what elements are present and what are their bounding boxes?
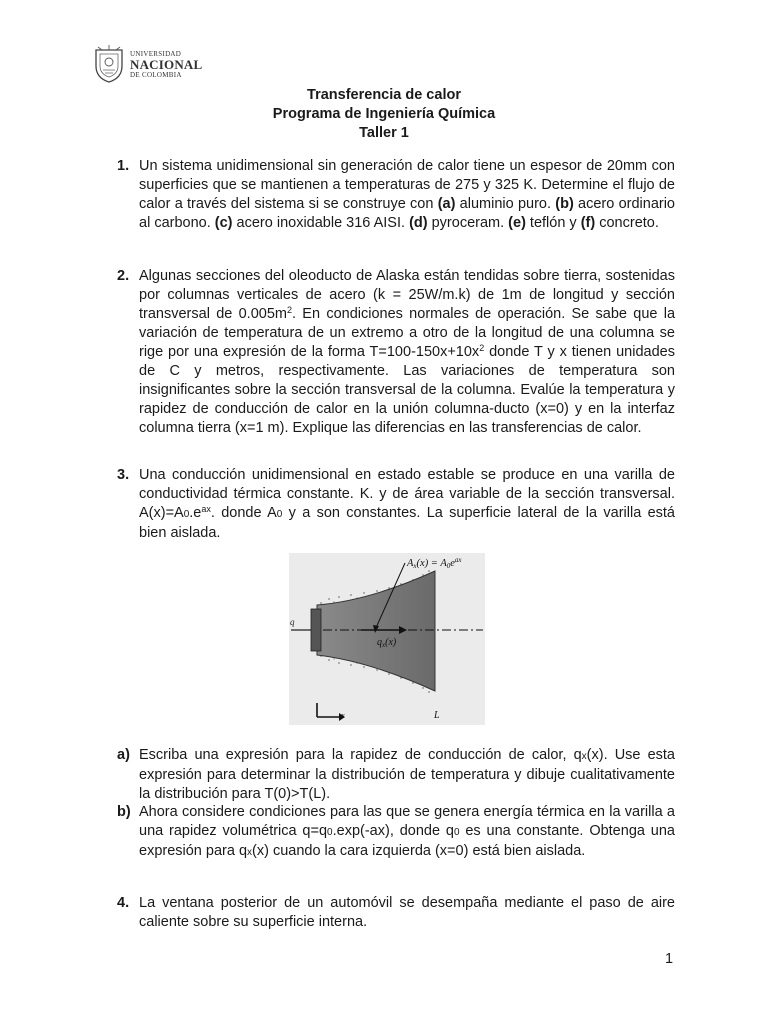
subpart-b bbox=[117, 803, 675, 862]
logo-line-2: NACIONAL bbox=[130, 56, 203, 72]
university-logo bbox=[92, 40, 204, 88]
problem-text bbox=[139, 466, 675, 543]
workshop-name: Taller 1 bbox=[359, 125, 409, 141]
text-run: .e bbox=[189, 505, 202, 521]
problem-2 bbox=[117, 267, 675, 438]
subpart-label: b) bbox=[117, 804, 131, 820]
option-label-a: (a) bbox=[437, 196, 456, 212]
logo-text bbox=[130, 50, 202, 79]
text-run: teflón y bbox=[525, 215, 581, 231]
logo-line-3: DE COLOMBIA bbox=[130, 70, 182, 79]
subscript: 0 bbox=[327, 827, 333, 838]
rod-left-face bbox=[311, 609, 321, 651]
subscript: 0 bbox=[453, 827, 460, 838]
text-run: Un sistema unidimensional sin generación de calor tiene un espesor de 20mm con superficies que se mantienen a temperaturas de 275 y 325 K. Determine el flujo de calor a través del sistema si se construye con bbox=[139, 158, 675, 212]
subscript: 0 bbox=[183, 509, 190, 520]
problem-number: 4. bbox=[117, 895, 130, 911]
superscript: 2 bbox=[286, 305, 292, 315]
problem-text bbox=[139, 267, 675, 438]
text-run: Una conducción unidimensional en estado estable se produce en una varilla de conductividad térmica constante. K. y de área variable de la sección transversal. A(x)=A bbox=[139, 467, 675, 521]
problem-1 bbox=[117, 157, 675, 233]
problem-number: 3. bbox=[117, 467, 130, 483]
problem-text bbox=[139, 157, 675, 233]
logo-line-1: UNIVERSIDAD bbox=[130, 49, 182, 58]
option-label-d: (d) bbox=[409, 215, 428, 231]
text-run: pyroceram. bbox=[427, 215, 509, 231]
subscript: 0 bbox=[276, 509, 283, 520]
area-label: $Ax(x) = A0e^{ax}$ bbox=[407, 556, 462, 570]
program-name: Programa de Ingeniería Química bbox=[272, 106, 496, 122]
problem-3 bbox=[117, 466, 675, 543]
text-run: Escriba una expresión para la rapidez de conducción de calor, q bbox=[139, 747, 582, 763]
option-label-c: (c) bbox=[214, 215, 233, 231]
text-run: aluminio puro. bbox=[455, 196, 556, 212]
university-seal-icon bbox=[92, 44, 126, 84]
subscript: x bbox=[247, 847, 253, 858]
text-run: (x) cuando la cara izquierda (x=0) está bien aislada. bbox=[252, 843, 586, 859]
option-label-b: (b) bbox=[555, 196, 574, 212]
text-run: donde T y x tienen unidades de C y metros, respectivamente. Las variaciones de temperatura son insignificantes sobre la sección transversal de la columna. Evalúe la temperatura y rapidez de conducción de calor en la unión columna-ducto (x=0) y en la interfaz columna tierra (x=1 m). Explique las diferencias en las transferencias de calor. bbox=[139, 344, 675, 436]
problem-4 bbox=[117, 894, 675, 932]
problem-text bbox=[139, 894, 675, 932]
document-title: Transferencia de calor bbox=[307, 87, 461, 103]
subpart-text bbox=[139, 803, 675, 862]
text-run: Algunas secciones del oleoducto de Alaska están tendidas sobre tierra, sostenidas por columnas verticales de acero (k = 25W/m.k) de 1m de longitud y sección transversal de 0.005m bbox=[139, 268, 675, 322]
document-heading bbox=[0, 86, 768, 143]
superscript: 2 bbox=[479, 343, 485, 353]
text-run: (x). Use esta expresión para determinar la distribución de temperatura y dibuje cualitativamente la distribución para T(0)>T(L). bbox=[139, 747, 675, 802]
subscript: x bbox=[581, 751, 587, 762]
text-run: . En condiciones normales de operación. Se sabe que la variación de temperatura de un extremo a otro de la longitud de una columna se rige por una expresión de la forma T=100-150x+10x bbox=[139, 306, 676, 360]
subpart-text bbox=[139, 746, 675, 804]
x-axis-label: x bbox=[341, 711, 345, 720]
text-run: concreto. bbox=[595, 215, 659, 231]
text-run: .exp(-ax), donde q bbox=[332, 823, 454, 839]
page-number: 1 bbox=[665, 951, 674, 967]
text-run: La ventana posterior de un automóvil se desempaña mediante el paso de aire caliente sobre su superficie interna. bbox=[139, 895, 675, 930]
text-run: . donde A bbox=[210, 505, 277, 521]
superscript: ax bbox=[201, 504, 211, 514]
flux-label: $q_x(x)$ bbox=[377, 637, 397, 649]
text-run: acero ordinario al carbono. bbox=[139, 196, 675, 231]
length-label: L bbox=[434, 710, 440, 721]
text-run: es una constante. Obtenga una expresión para q bbox=[139, 823, 675, 859]
text-run: Ahora considere condiciones para las que se genera energía térmica en la varilla a una rapidez volumétrica q=q bbox=[139, 804, 675, 839]
text-run: y a son constantes. La superficie lateral de la varilla está bien aislada. bbox=[139, 505, 675, 541]
subpart-a bbox=[117, 746, 675, 804]
subpart-label: a) bbox=[117, 747, 130, 763]
option-label-e: (e) bbox=[508, 215, 526, 231]
text-run: acero inoxidable 316 AISI. bbox=[232, 215, 410, 231]
problem-number: 1. bbox=[117, 158, 130, 174]
variable-area-rod-figure bbox=[289, 553, 485, 725]
inlet-label: q bbox=[290, 617, 295, 627]
rod-diagram bbox=[289, 553, 485, 725]
problem-number: 2. bbox=[117, 268, 130, 284]
option-label-f: (f) bbox=[580, 215, 596, 231]
